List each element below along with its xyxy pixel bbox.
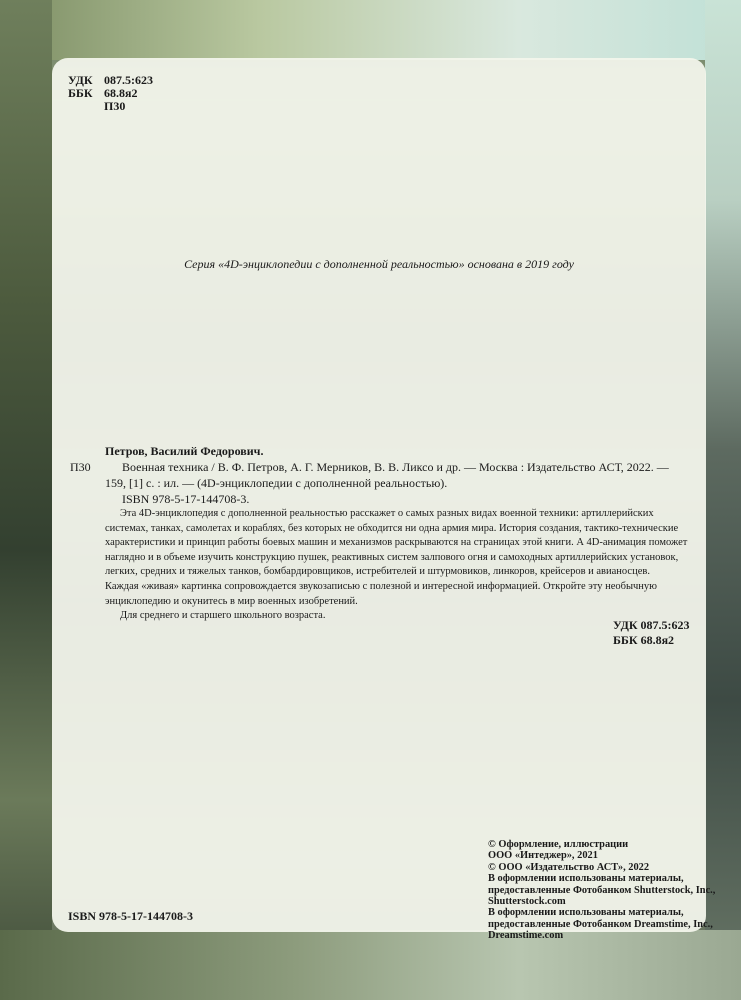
copyright-line: ООО «Интеджер», 2021 <box>488 850 598 862</box>
card-udk: УДК 087.5:623 <box>613 618 690 632</box>
background-photo-top <box>0 0 741 60</box>
imprint-page <box>52 58 716 942</box>
author-code: П30 <box>104 99 126 113</box>
card-title-line-2: 159, [1] с. : ил. — (4D-энциклопедии с дополненной реальностью). <box>105 476 448 490</box>
series-note: Серия «4D-энциклопедии с дополненной реальностью» основана в 2019 году <box>184 257 574 271</box>
background-photo-right <box>705 0 741 1000</box>
copyright-line: © Оформление, иллюстрации <box>488 839 629 850</box>
copyright-line: © ООО «Издательство АСТ», 2022 <box>488 861 650 873</box>
copyright-line: предоставленные Фотобанком Shutterstock, Inc., <box>488 884 716 896</box>
udk-label: УДК <box>68 73 93 87</box>
copyright-line: Shutterstock.com <box>488 896 566 907</box>
background-photo-left <box>0 0 52 1000</box>
annotation-line: энциклопедию и окунитесь в мир военных изобретений. <box>105 595 358 607</box>
card-author: Петров, Василий Федорович. <box>105 444 264 458</box>
annotation-line: наглядно и в объеме изучить конструкцию пушек, реактивных систем залпового огня и самоходных артиллерийских установок, <box>105 551 679 563</box>
card-bbk: ББК 68.8я2 <box>613 633 675 647</box>
annotation-line: системах, танках, самолетах и кораблях, без которых не обходится ни одна армия мира. История создания, тактико-технические <box>105 522 679 534</box>
card-code: П30 <box>70 460 91 474</box>
copyright-line: Dreamstime.com <box>488 930 564 942</box>
copyright-line: В оформлении использованы материалы, <box>488 873 684 885</box>
annotation-line: легких, средних и тяжелых танков, бомбардировщиков, истребителей и штурмовиков, линкоров, крейсеров и авианосцев. <box>105 566 650 578</box>
card-audience: Для среднего и старшего школьного возраста. <box>120 610 326 622</box>
card-isbn: ISBN 978-5-17-144708-3. <box>122 492 250 506</box>
background-photo-bottom <box>0 930 741 1000</box>
card-title-line-1: Военная техника / В. Ф. Петров, А. Г. Мерников, В. В. Ликсо и др. — Москва : Издательство АСТ, 2022. — <box>122 460 669 474</box>
annotation-line: Эта 4D-энциклопедия с дополненной реальностью расскажет о самых разных видах военной техники: артиллерийских <box>120 508 654 519</box>
bbk-label: ББК <box>68 86 93 100</box>
copyright-line: В оформлении использованы материалы, <box>488 907 684 919</box>
udk-value: 087.5:623 <box>104 73 153 87</box>
annotation-line: характеристики и принцип работы боевых машин и механизмов раскрываются на страницах этой книги. А 4D-анимация поможет <box>105 537 688 549</box>
bbk-value: 68.8я2 <box>104 86 138 100</box>
isbn-footer: ISBN 978-5-17-144708-3 <box>68 909 193 923</box>
copyright-line: предоставленные Фотобанком Dreamstime, Inc., <box>488 918 713 930</box>
annotation-line: Каждая «живая» картинка сопровождается звукозаписью с полезной и интересной информацией. Откройте эту необычную <box>105 581 657 592</box>
